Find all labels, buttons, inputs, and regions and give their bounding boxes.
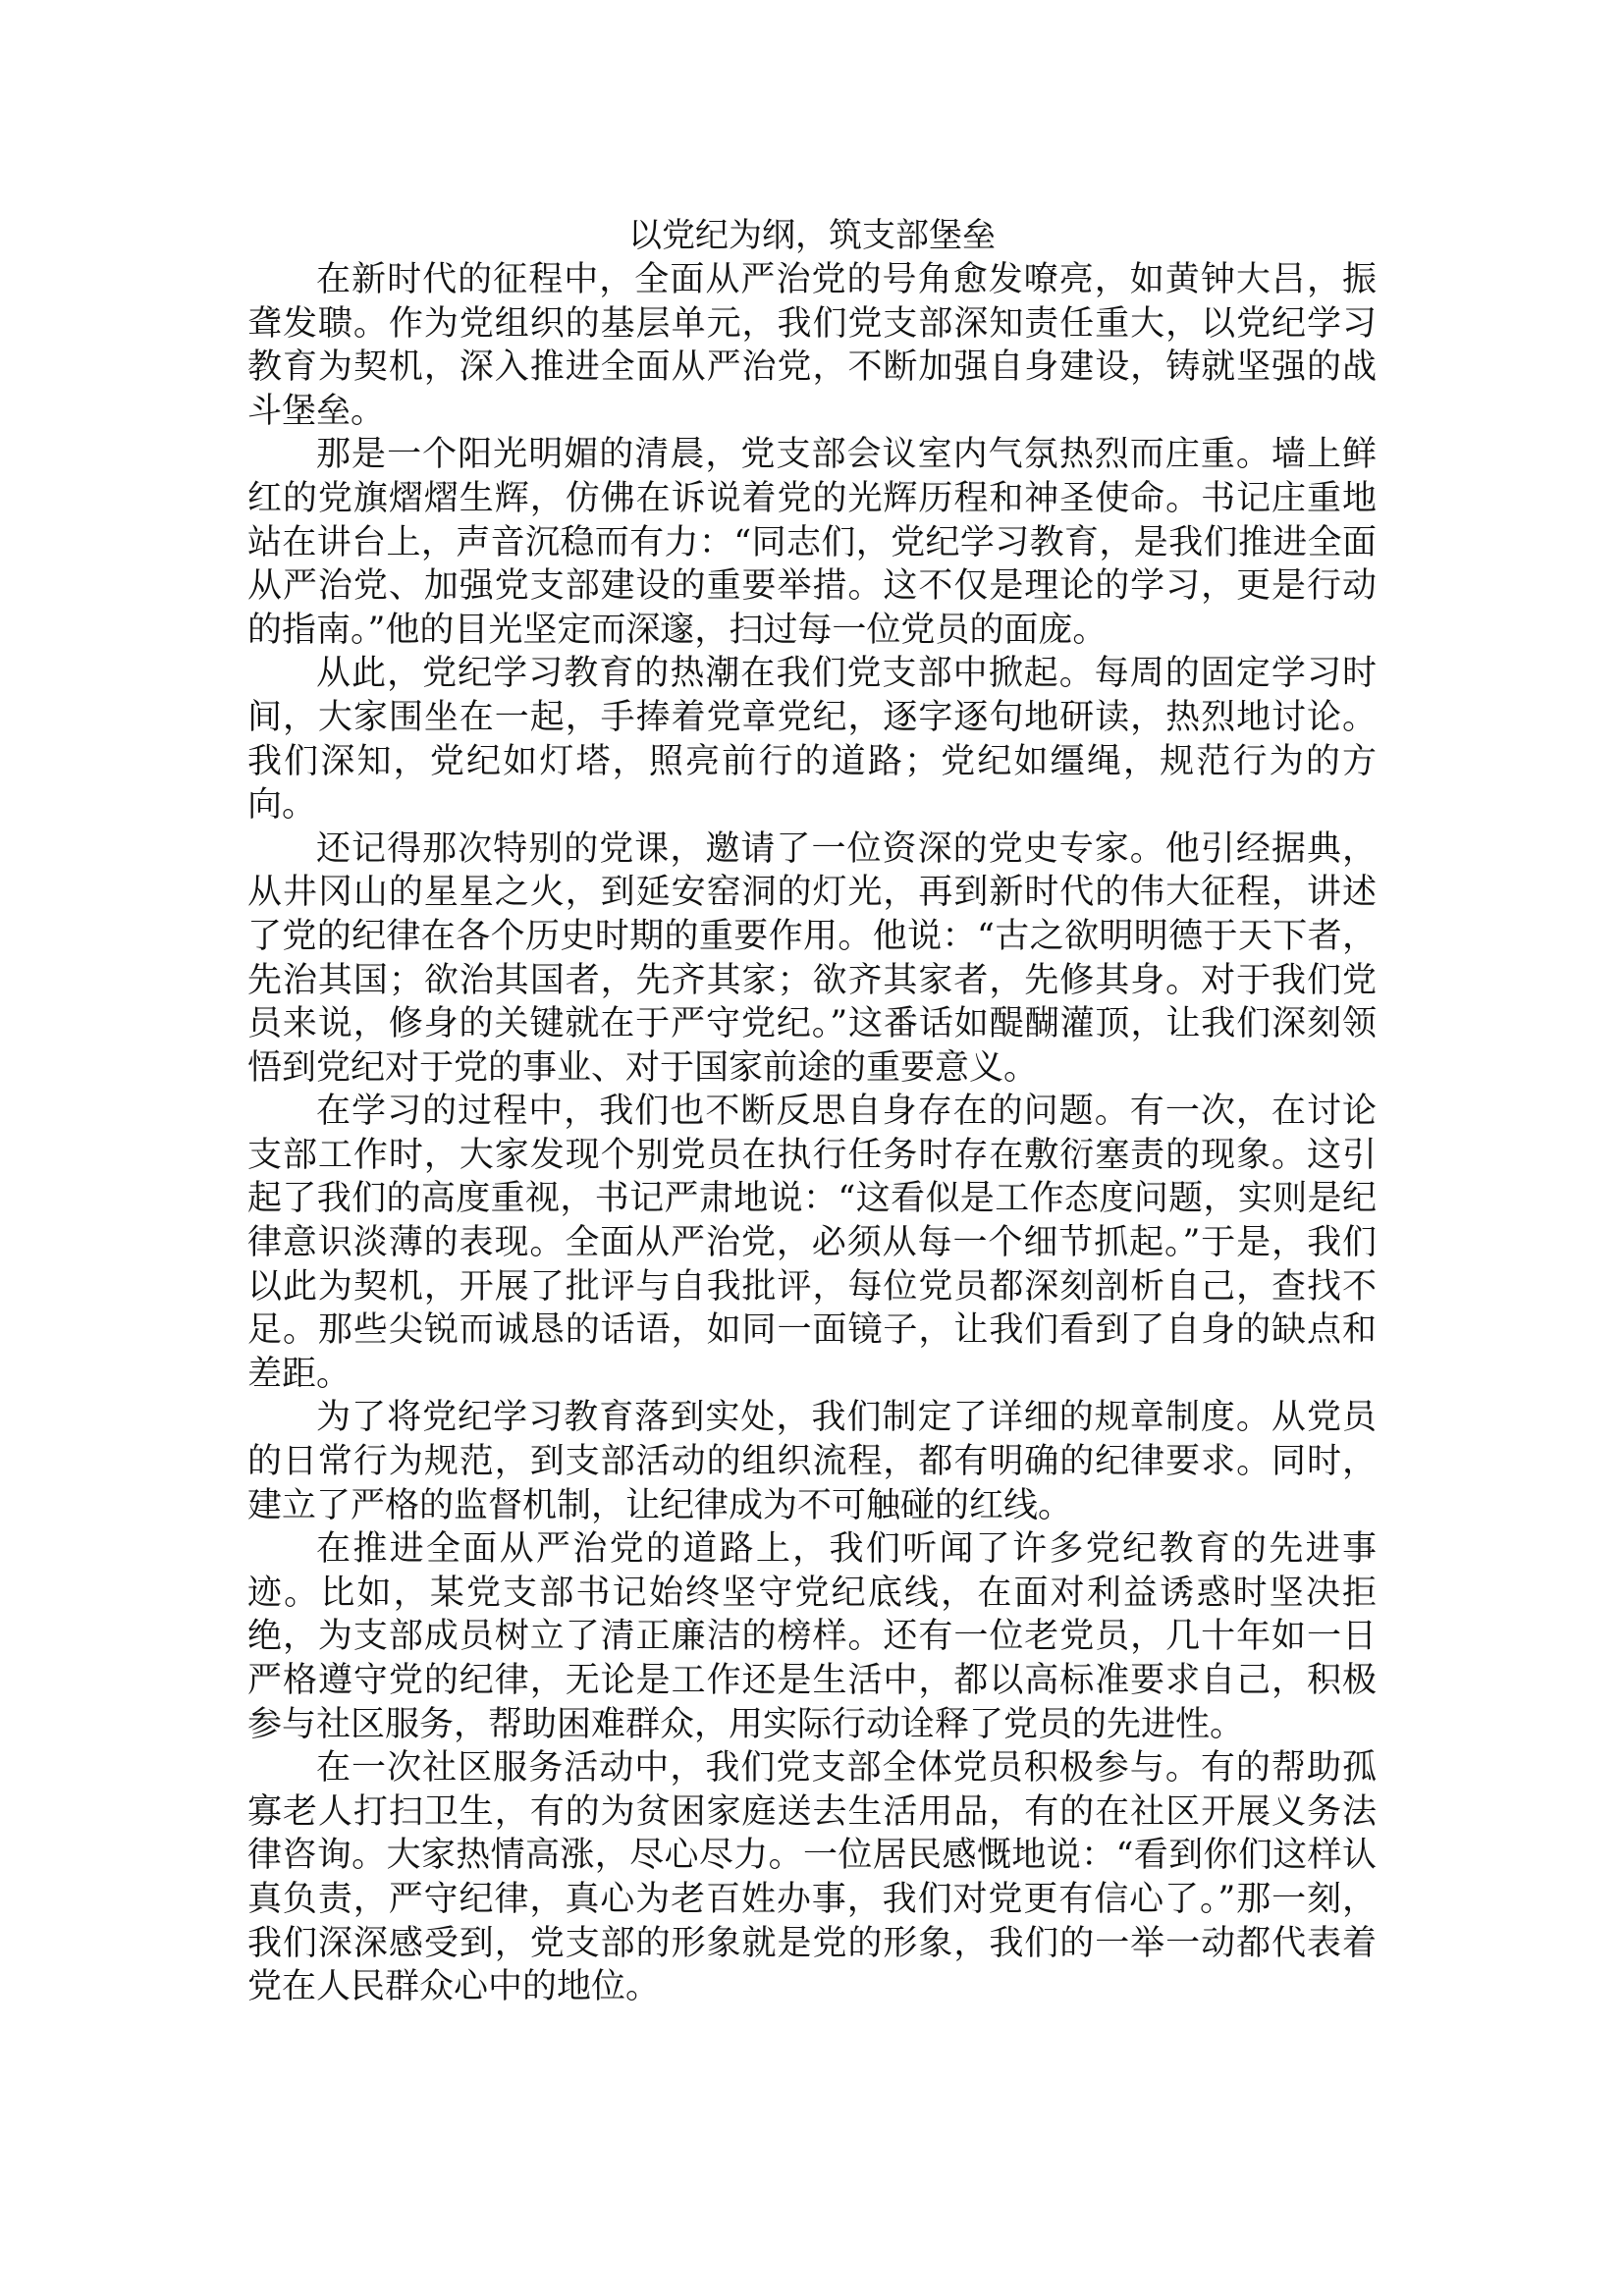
- paragraph-4: 还记得那次特别的党课，邀请了一位资深的党史专家。他引经据典，从井冈山的星星之火，到延安窑洞的灯光，再到新时代的伟大征程，讲述了党的纪律在各个历史时期的重要作用。他说：“古之欲明明德于天下者，先治其国；欲治其国者，先齐其家；欲齐其家者，先修其身。对于我们党员来说，修身的关键就在于严守党纪。”这番话如醍醐灌顶，让我们深刻领悟到党纪对于党的事业、对于国家前途的重要意义。: [247, 828, 1377, 1088]
- paragraph-7: 在推进全面从严治党的道路上，我们听闻了许多党纪教育的先进事迹。比如，某党支部书记始终坚守党纪底线，在面对利益诱惑时坚决拒绝，为支部成员树立了清正廉洁的榜样。还有一位老党员，几十年如一日严格遵守党的纪律，无论是工作还是生活中，都以高标准要求自己，积极参与社区服务，帮助困难群众，用实际行动诠释了党员的先进性。: [247, 1529, 1377, 1744]
- document-title: 以党纪为纲，筑支部堡垒: [628, 216, 996, 255]
- paragraph-2: 那是一个阳光明媚的清晨，党支部会议室内气氛热烈而庄重。墙上鲜红的党旗熠熠生辉，仿佛在诉说着党的光辉历程和神圣使命。书记庄重地站在讲台上，声音沉稳而有力：“同志们，党纪学习教育，是我们推进全面从严治党、加强党支部建设的重要举措。这不仅是理论的学习，更是行动的指南。”他的目光坚定而深邃，扫过每一位党员的面庞。: [247, 435, 1377, 650]
- paragraph-3: 从此，党纪学习教育的热潮在我们党支部中掀起。每周的固定学习时间，大家围坐在一起，手捧着党章党纪，逐字逐句地研读，热烈地讨论。我们深知，党纪如灯塔，照亮前行的道路；党纪如缰绳，规范行为的方向。: [247, 654, 1377, 826]
- document-page: [247, 214, 1377, 2009]
- paragraph-5: 在学习的过程中，我们也不断反思自身存在的问题。有一次，在讨论支部工作时，大家发现个别党员在执行任务时存在敷衍塞责的现象。这引起了我们的高度重视，书记严肃地说：“这看似是工作态度问题，实则是纪律意识淡薄的表现。全面从严治党，必须从每一个细节抓起。”于是，我们以此为契机，开展了批评与自我批评，每位党员都深刻剖析自己，查找不足。那些尖锐而诚恳的话语，如同一面镜子，让我们看到了自身的缺点和差距。: [247, 1092, 1377, 1394]
- paragraph-8: 在一次社区服务活动中，我们党支部全体党员积极参与。有的帮助孤寡老人打扫卫生，有的为贫困家庭送去生活用品，有的在社区开展义务法律咨询。大家热情高涨，尽心尽力。一位居民感慨地说：“看到你们这样认真负责，严守纪律，真心为老百姓办事，我们对党更有信心了。”那一刻，我们深深感受到，党支部的形象就是党的形象，我们的一举一动都代表着党在人民群众心中的地位。: [247, 1748, 1377, 2007]
- paragraph-6: 为了将党纪学习教育落到实处，我们制定了详细的规章制度。从党员的日常行为规范，到支部活动的组织流程，都有明确的纪律要求。同时，建立了严格的监督机制，让纪律成为不可触碰的红线。: [247, 1398, 1377, 1525]
- paragraph-1: 在新时代的征程中，全面从严治党的号角愈发嘹亮，如黄钟大吕，振聋发聩。作为党组织的基层单元，我们党支部深知责任重大，以党纪学习教育为契机，深入推进全面从严治党，不断加强自身建设，铸就坚强的战斗堡垒。: [247, 260, 1377, 431]
